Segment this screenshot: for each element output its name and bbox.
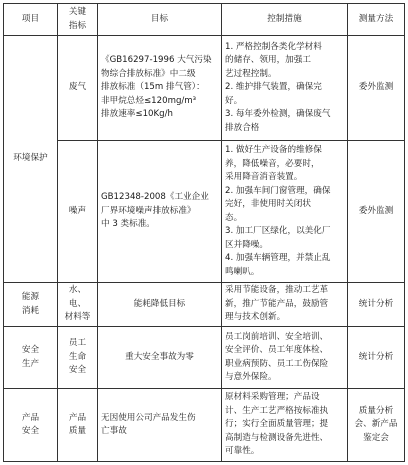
- target-cell: 重大安全事故为零: [98, 327, 222, 389]
- header-project: 项目: [4, 4, 58, 36]
- measure-item: 2. 加强车间门窗管理，确保 完好，非使用时关闭状 态。: [225, 185, 331, 223]
- project-cell: 环境保护: [4, 36, 58, 283]
- target-cell: 无因使用公司产品发生伤 亡事故: [98, 389, 222, 462]
- measure-item: 员工岗前培训、安全培训、 安全评价、员工年度体检、 职业病预防、员工工伤保险 与意外保险。: [225, 331, 329, 382]
- target-cell: 能耗降低目标: [98, 283, 222, 327]
- table-row: [4, 283, 405, 327]
- measure-item: 3. 每年委外检测，确保废气 排放合格: [225, 109, 331, 133]
- project-cell: 产品 安全: [4, 389, 58, 462]
- indicator-cell: 员工 生命 安全: [58, 327, 98, 389]
- measure-item: 3. 加工厂区绿化，以美化厂 区并降噪。: [225, 226, 331, 250]
- indicator-cell: 噪声: [58, 141, 98, 283]
- header-method: 测量方法: [348, 4, 405, 36]
- table-row: [4, 141, 405, 283]
- project-cell: 安全 生产: [4, 327, 58, 389]
- header-target: 目标: [98, 4, 222, 36]
- measure-item: 采用节能设备，推动工艺革 新，推广节能产品，鼓励管 理与技术创新。: [225, 285, 329, 323]
- measures-cell: [222, 389, 348, 462]
- table-row: [4, 36, 405, 141]
- measures-cell: [222, 141, 348, 283]
- measures-cell: [222, 36, 348, 141]
- project-cell: 能源 消耗: [4, 283, 58, 327]
- indicator-cell: 水、电、 材料等: [58, 283, 98, 327]
- header-row: [4, 4, 405, 36]
- table-row: [4, 327, 405, 389]
- measure-item: 2. 维护排气装置，确保完 好。: [225, 82, 322, 106]
- indicator-cell: 产品 质量: [58, 389, 98, 462]
- table-row: [4, 389, 405, 462]
- method-cell: 委外监测: [348, 141, 405, 283]
- method-cell: 委外监测: [348, 36, 405, 141]
- target-cell: 《GB16297-1996 大气污染 物综合排放标准》中二级 排放标准（15m 排气管）： 非甲烷总烃≤120mg/m³ 排放速率≤10Kg/h: [98, 36, 222, 141]
- header-measures: 控制措施: [222, 4, 348, 36]
- measure-item: 4. 加强车辆管理，并禁止乱 鸣喇叭。: [225, 253, 331, 277]
- indicator-cell: 废气: [58, 36, 98, 141]
- management-targets-table: [3, 3, 405, 462]
- measures-cell: [222, 327, 348, 389]
- measure-item: 1. 做好生产设备的维修保 养，降低噪音，必要时， 采用降音消音装置。: [225, 145, 322, 182]
- measure-item: 1. 严格控制各类化学材料 的储存、领用，加强工 艺过程控制。: [225, 41, 322, 79]
- method-cell: 统计分析: [348, 327, 405, 389]
- measure-item: 原材料采购管理；产品设 计、生产工艺严格按标准执 行；实行全面质量管理；提 高制造与检测设备先进性、 可靠性。: [225, 392, 329, 457]
- header-indicator: 关键 指标: [58, 4, 98, 36]
- method-cell: 统计分析: [348, 283, 405, 327]
- measures-cell: [222, 283, 348, 327]
- method-cell: 质量分析 会、新产品 鉴定会: [348, 389, 405, 462]
- target-cell: GB12348-2008《工业企业 厂界环境噪声排放标准》 中 3 类标准。: [98, 141, 222, 283]
